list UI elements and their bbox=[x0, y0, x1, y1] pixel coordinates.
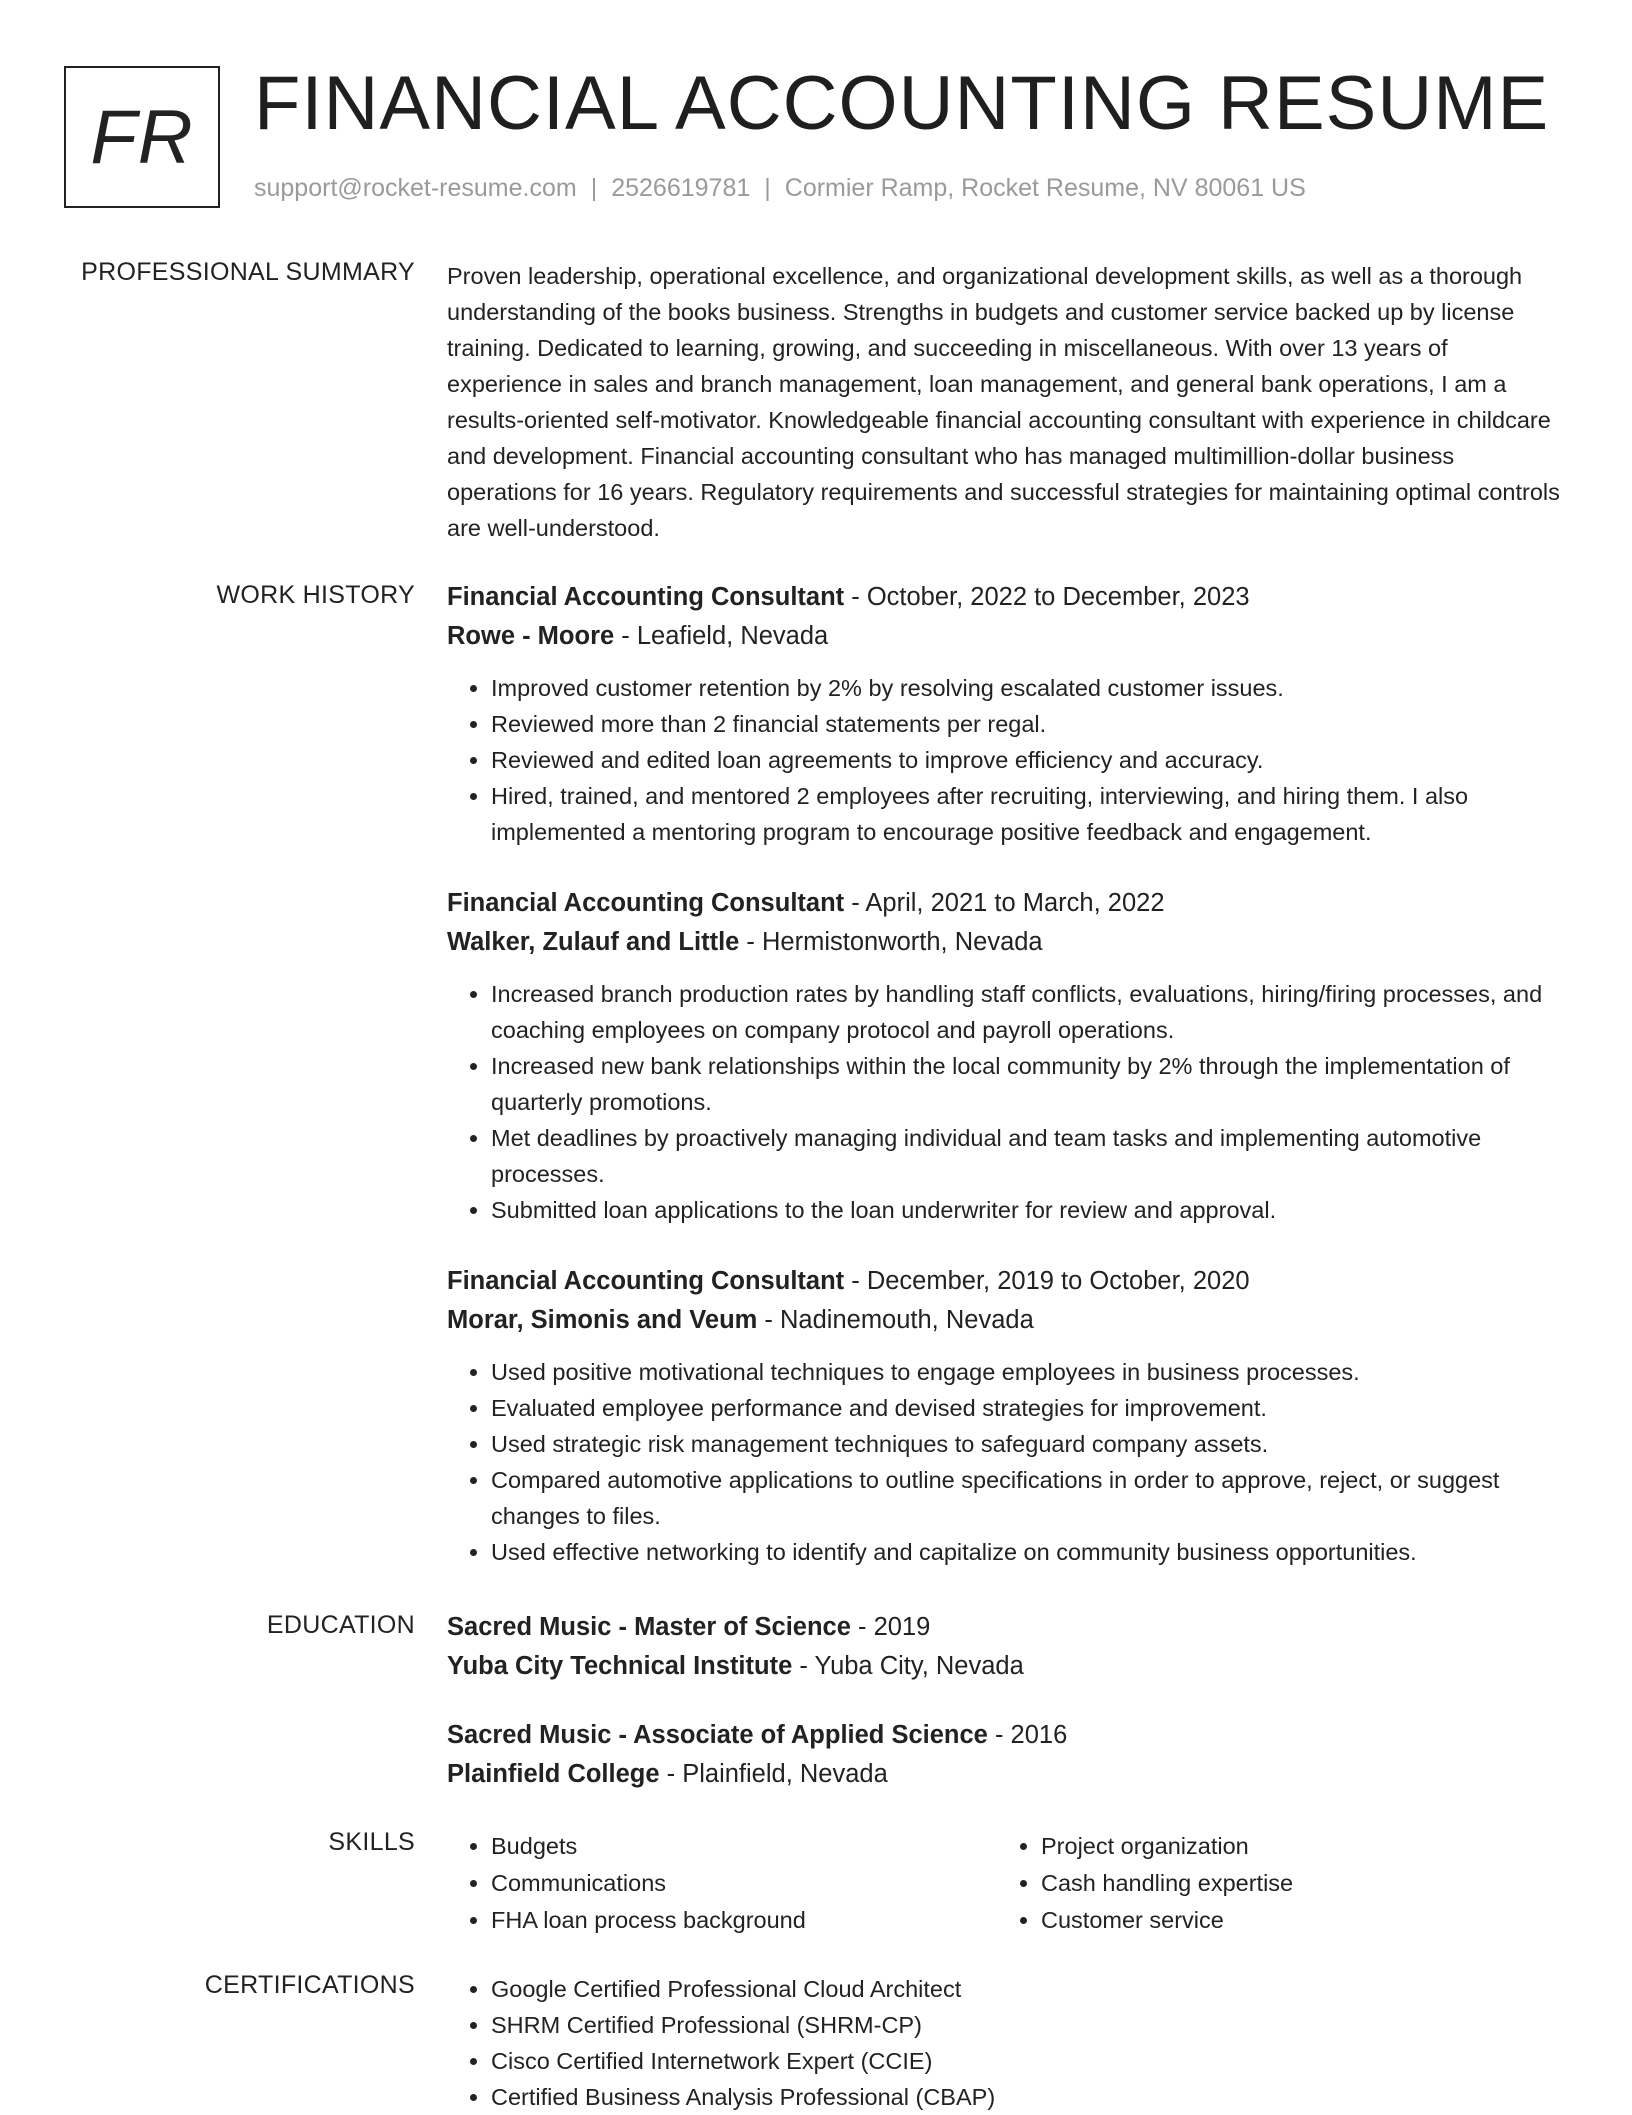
job-location: - Hermistonworth, Nevada bbox=[739, 928, 1043, 956]
job-company: Walker, Zulauf and Little bbox=[447, 928, 740, 956]
education-year: - 2016 bbox=[987, 1721, 1068, 1749]
skills-heading: SKILLS bbox=[328, 1828, 415, 1856]
skill-item: • Communications bbox=[491, 1865, 997, 1902]
education-year: - 2019 bbox=[850, 1613, 931, 1641]
skills-grid bbox=[447, 1828, 1567, 1939]
job-bullet: • Used strategic risk management techniques to safeguard company assets. bbox=[491, 1426, 1567, 1462]
monogram-badge: FR bbox=[64, 66, 220, 208]
education-degree: Sacred Music - Master of Science bbox=[447, 1613, 851, 1641]
job-entry bbox=[447, 578, 1567, 850]
certification-item: • Google Certified Professional Cloud Architect bbox=[491, 1971, 1567, 2007]
job-title: Financial Accounting Consultant bbox=[447, 583, 845, 611]
job-bullet: • Hired, trained, and mentored 2 employees after recruiting, interviewing, and hiring them. I also implemented a mentoring program to encourage positive feedback and engagement. bbox=[491, 778, 1567, 850]
education-entry bbox=[447, 1608, 1567, 1686]
job-company: Rowe - Moore bbox=[447, 622, 615, 650]
job-bullet: • Used effective networking to identify and capitalize on community business opportunities. bbox=[491, 1534, 1567, 1570]
job-bullet: • Reviewed more than 2 financial statements per regal. bbox=[491, 706, 1567, 742]
skills-list-left bbox=[447, 1828, 997, 1939]
skill-item: • Cash handling expertise bbox=[1041, 1865, 1547, 1902]
work-history-list bbox=[447, 578, 1567, 1604]
job-bullet: • Met deadlines by proactively managing individual and team tasks and implementing automotive processes. bbox=[491, 1120, 1567, 1192]
contact-phone: 2526619781 bbox=[611, 174, 751, 202]
job-entry bbox=[447, 884, 1567, 1228]
job-bullet: • Reviewed and edited loan agreements to improve efficiency and accuracy. bbox=[491, 742, 1567, 778]
job-dates: - December, 2019 to October, 2020 bbox=[844, 1267, 1250, 1295]
education-location: - Yuba City, Nevada bbox=[792, 1652, 1024, 1680]
education-entry bbox=[447, 1716, 1567, 1794]
certification-item: • Cisco Certified Internetwork Expert (CCIE) bbox=[491, 2043, 1567, 2079]
education-school: Yuba City Technical Institute bbox=[447, 1652, 793, 1680]
job-entry bbox=[447, 1262, 1567, 1570]
contact-email: support@rocket-resume.com bbox=[254, 174, 577, 202]
job-dates: - April, 2021 to March, 2022 bbox=[844, 889, 1165, 917]
job-location: - Nadinemouth, Nevada bbox=[757, 1306, 1034, 1334]
certification-item: • SHRM Certified Professional (SHRM-CP) bbox=[491, 2007, 1567, 2043]
certifications-list bbox=[447, 1971, 1567, 2115]
education-degree: Sacred Music - Associate of Applied Science bbox=[447, 1721, 988, 1749]
job-bullet: • Compared automotive applications to outline specifications in order to approve, reject, or suggest changes to files. bbox=[491, 1462, 1567, 1534]
skill-item: • Budgets bbox=[491, 1828, 997, 1865]
education-school: Plainfield College bbox=[447, 1760, 660, 1788]
education-location: - Plainfield, Nevada bbox=[659, 1760, 888, 1788]
contact-separator: | bbox=[764, 174, 771, 202]
contact-line bbox=[254, 174, 1306, 203]
education-heading: EDUCATION bbox=[266, 1611, 415, 1639]
skill-item: • Customer service bbox=[1041, 1902, 1547, 1939]
work-history-heading: WORK HISTORY bbox=[216, 581, 415, 609]
job-dates: - October, 2022 to December, 2023 bbox=[844, 583, 1250, 611]
resume-title: FINANCIAL ACCOUNTING RESUME bbox=[254, 61, 1550, 146]
job-title: Financial Accounting Consultant bbox=[447, 889, 845, 917]
job-bullet: • Increased new bank relationships within the local community by 2% through the implementation of quarterly promotions. bbox=[491, 1048, 1567, 1120]
job-bullet: • Improved customer retention by 2% by resolving escalated customer issues. bbox=[491, 670, 1567, 706]
skill-item: • FHA loan process background bbox=[491, 1902, 997, 1939]
job-company: Morar, Simonis and Veum bbox=[447, 1306, 758, 1334]
skills-list-right bbox=[997, 1828, 1547, 1939]
job-title: Financial Accounting Consultant bbox=[447, 1267, 845, 1295]
job-bullet: • Evaluated employee performance and devised strategies for improvement. bbox=[491, 1390, 1567, 1426]
job-bullets bbox=[447, 670, 1567, 850]
certifications-heading: CERTIFICATIONS bbox=[204, 1971, 415, 1999]
job-bullet: • Increased branch production rates by handling staff conflicts, evaluations, hiring/firing processes, and coaching employees on company protocol and payroll operations. bbox=[491, 976, 1567, 1048]
skill-item: • Project organization bbox=[1041, 1828, 1547, 1865]
job-bullets bbox=[447, 1354, 1567, 1570]
job-bullet: • Used positive motivational techniques to engage employees in business processes. bbox=[491, 1354, 1567, 1390]
summary-heading: PROFESSIONAL SUMMARY bbox=[81, 258, 415, 286]
summary-text: Proven leadership, operational excellence, and organizational development skills, as well as a thorough understanding of the books business. Strengths in budgets and customer service backed up by license training. Dedicated to learning, growing, and succeeding in miscellaneous. With over 13 years of experience in sales and branch management, loan management, and general bank operations, I am a results-oriented self-motivator. Knowledgeable financial accounting consultant with experience in childcare and development. Financial accounting consultant who has managed multimillion-dollar business operations for 16 years. Regulatory requirements and successful strategies for maintaining optimal controls are well-understood. bbox=[447, 263, 1560, 541]
contact-address: Cormier Ramp, Rocket Resume, NV 80061 US bbox=[784, 174, 1306, 202]
certification-item: • Certified Business Analysis Professional (CBAP) bbox=[491, 2079, 1567, 2115]
job-bullet: • Submitted loan applications to the loan underwriter for review and approval. bbox=[491, 1192, 1567, 1228]
job-bullets bbox=[447, 976, 1567, 1228]
job-location: - Leafield, Nevada bbox=[614, 622, 829, 650]
contact-separator: | bbox=[590, 174, 598, 202]
resume-header bbox=[64, 61, 1584, 210]
